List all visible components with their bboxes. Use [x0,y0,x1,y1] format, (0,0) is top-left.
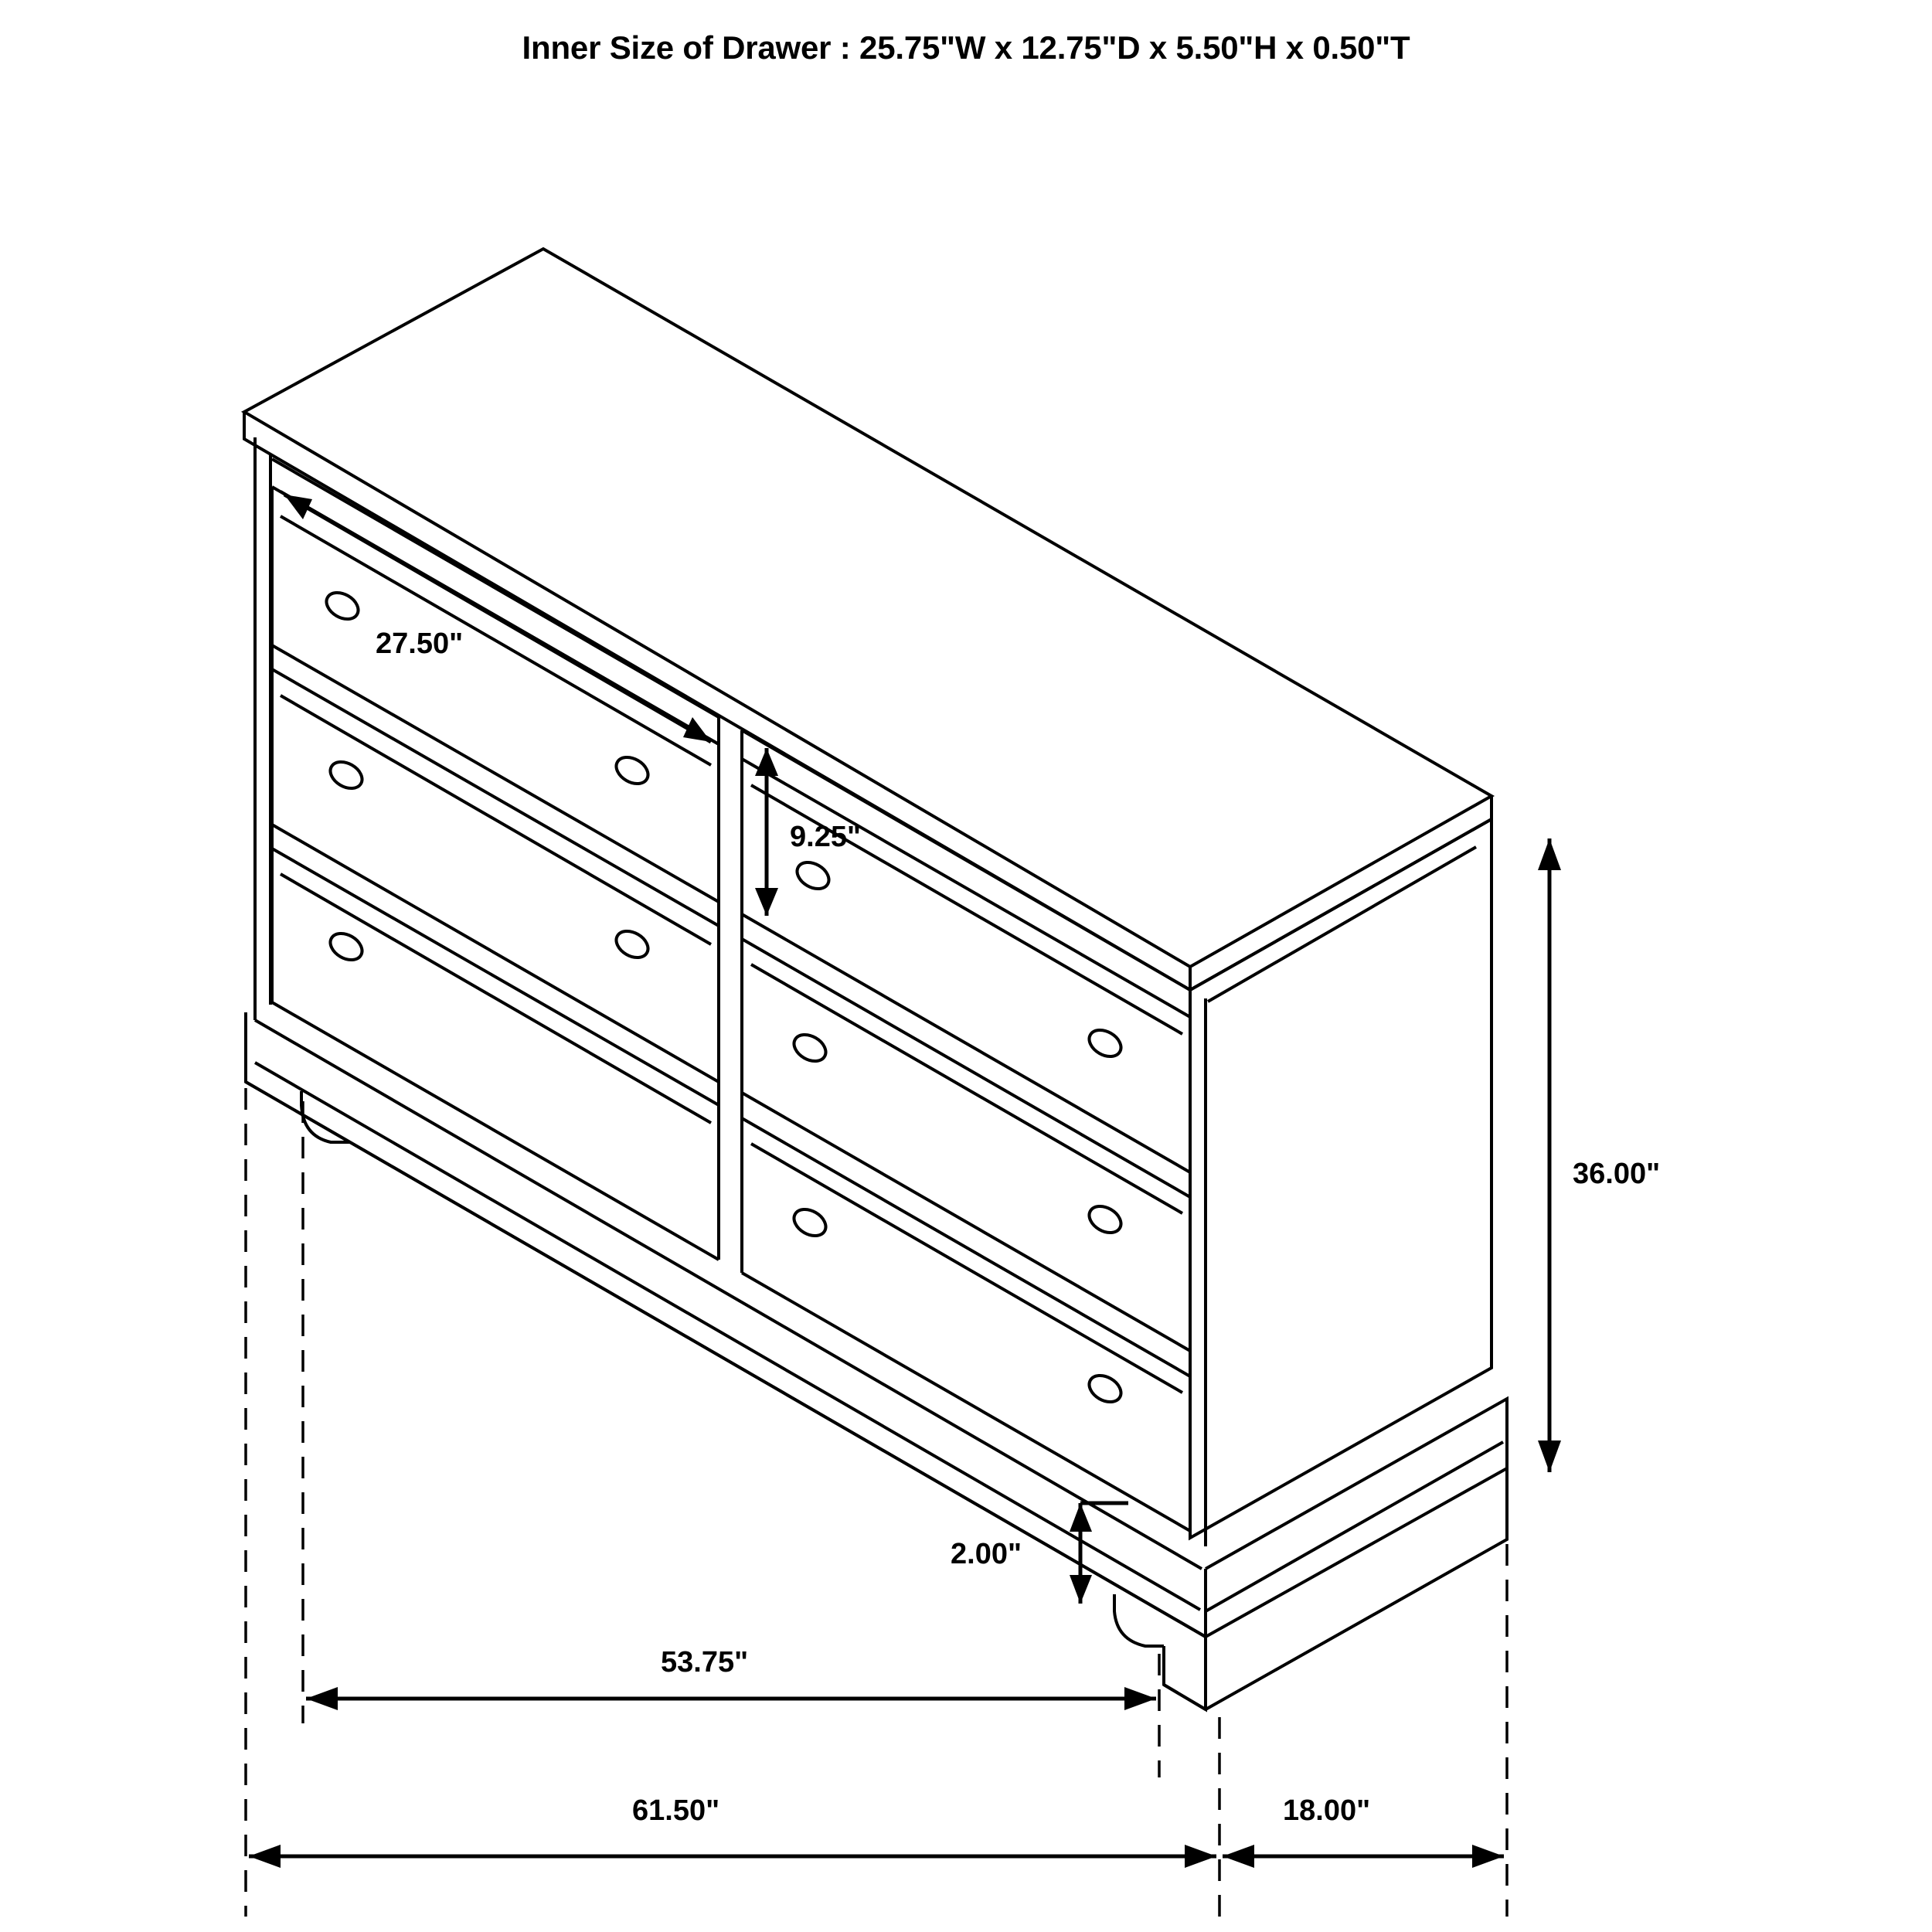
dimension-9-25 [755,748,778,916]
dresser-base [246,1012,1507,1709]
drawer-knobs [321,587,1125,1407]
dimension-label-overall-width: 61.50" [632,1794,720,1827]
dimension-label-drawer-height: 9.25" [790,821,861,853]
dresser-top-surface [244,247,1492,990]
dimension-label-cabinet-height: 36.00" [1573,1158,1661,1190]
page-title: Inner Size of Drawer : 25.75"W x 12.75"D x 5.50"H x 0.50"T [522,29,1410,66]
dimension-label-toe-kick: 2.00" [951,1538,1022,1570]
dimension-61-50 [249,1845,1216,1868]
dimension-53-75 [306,1687,1156,1710]
dimension-label-interior-width: 53.75" [661,1646,749,1679]
dimension-36-00 [1538,838,1561,1472]
dimension-label-drawer-width: 27.50" [376,628,464,660]
drawer-front-grid [272,459,1190,1531]
dimension-label-overall-depth: 18.00" [1283,1794,1371,1827]
extension-lines [246,1088,1507,1917]
dimension-18-00 [1223,1845,1504,1868]
